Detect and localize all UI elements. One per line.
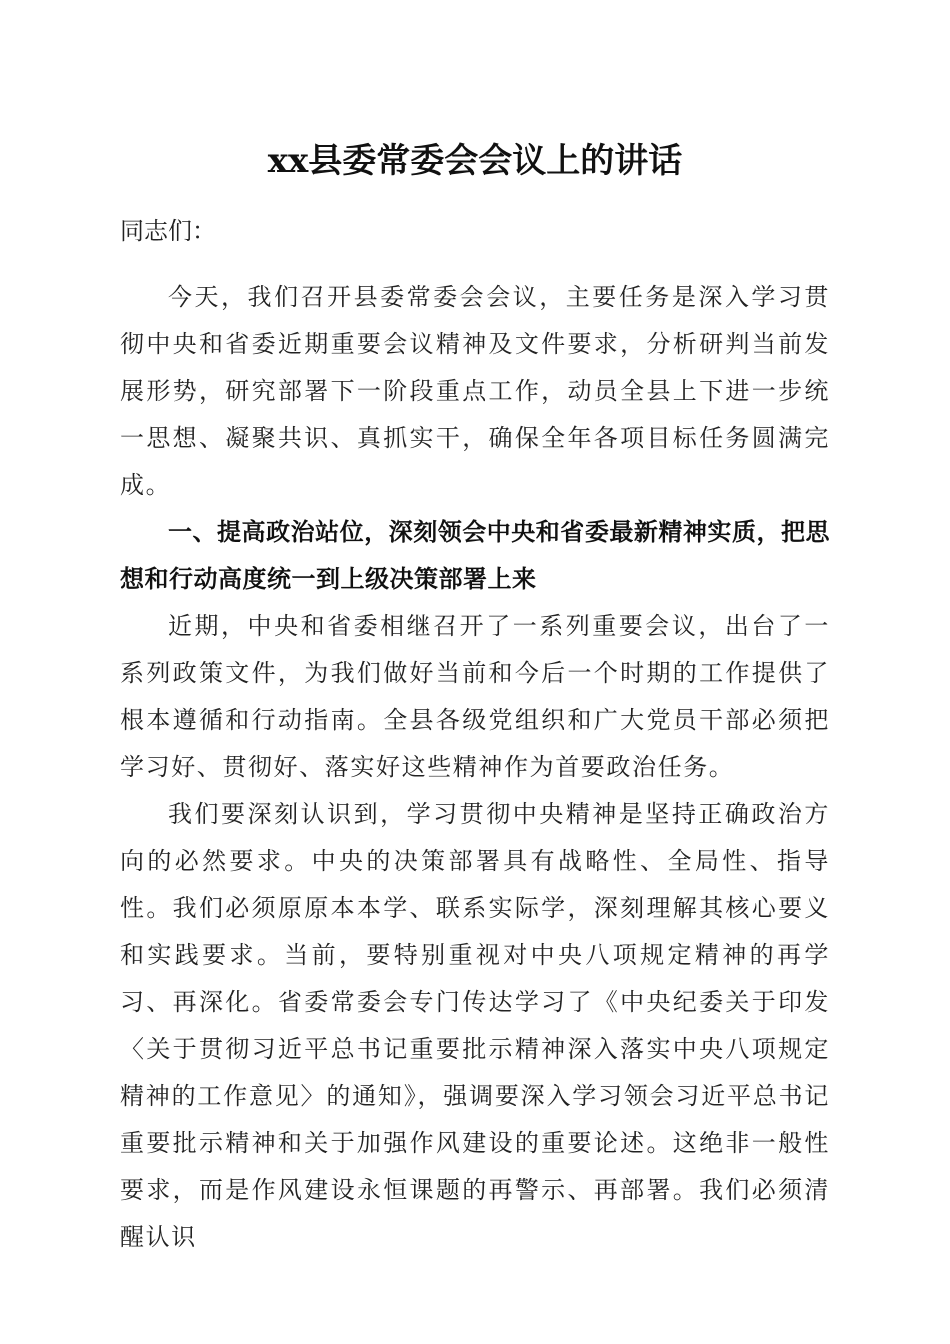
body-flow: [120, 274, 830, 1261]
section-1-paragraph-2: 我们要深刻认识到，学习贯彻中央精神是坚持正确政治方向的必然要求。中央的决策部署具有战略性、全局性、指导性。我们必须原原本本学、联系实际学，深刻理解其核心要义和实践要求。当前，要特别重视对中央八项规定精神的再学习、再深化。省委常委会专门传达学习了《中央纪委关于印发〈关于贯彻习近平总书记重要批示精神深入落实中央八项规定精神的工作意见〉的通知》，强调要深入学习领会习近平总书记重要批示精神和关于加强作风建设的重要论述。这绝非一般性要求，而是作风建设永恒课题的再警示、再部署。我们必须清醒认识: [120, 800, 830, 1251]
document-title: xx县委常委会会议上的讲话: [267, 141, 683, 181]
section-1-paragraph-1: 近期，中央和省委相继召开了一系列重要会议，出台了一系列政策文件，为我们做好当前和今后一个时期的工作提供了根本遵循和行动指南。全县各级党组织和广大党员干部必须把学习好、贯彻好、落实好这些精神作为首要政治任务。: [120, 612, 830, 781]
section-heading-1: 一、提高政治站位，深刻领会中央和省委最新精神实质，把思想和行动高度统一到上级决策部署上来: [120, 518, 830, 593]
salutation: 同志们：: [120, 217, 216, 245]
intro-paragraph: 今天，我们召开县委常委会会议，主要任务是深入学习贯彻中央和省委近期重要会议精神及文件要求，分析研判当前发展形势，研究部署下一阶段重点工作，动员全县上下进一步统一思想、凝聚共识、真抓实干，确保全年各项目标任务圆满完成。: [120, 283, 830, 499]
